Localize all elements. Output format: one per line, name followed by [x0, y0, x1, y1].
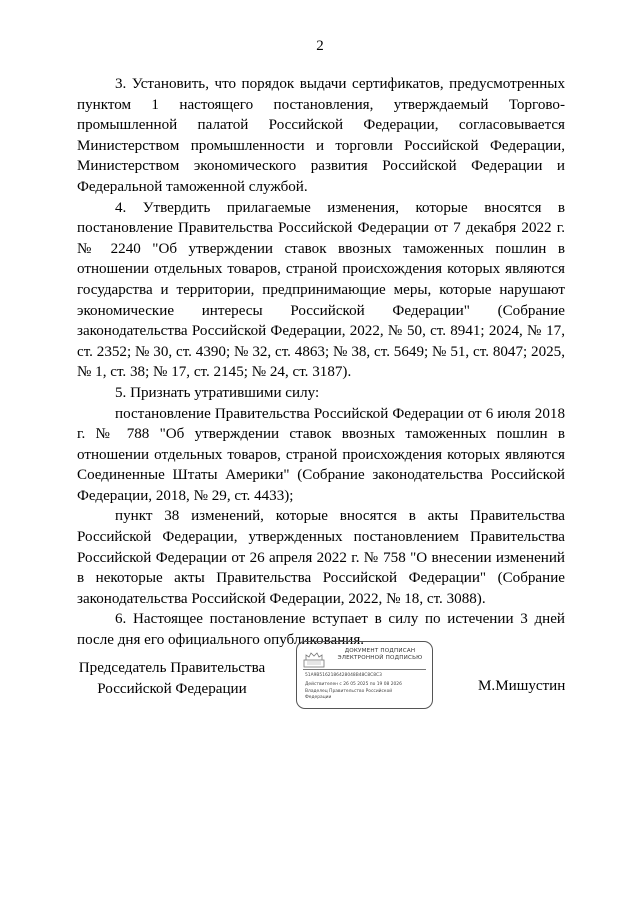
electronic-signature-stamp — [296, 641, 433, 709]
paragraph-4: 4. Утвердить прилагаемые изменения, которые вносятся в постановление Правительства Российской Федерации от 7 декабря 2022 г. № 2240 "Об утверждении ставок ввозных таможенных пошлин в отношении отдельных товаров, страной происхождения которых являются государства и территории, предпринимающие меры, которые нарушают экономические интересы Российской Федерации" (Собрание законодательства Российской Федерации, 2022, № 50, ст. 8941; 2024, № 17, ст. 2352; № 30, ст. 4390; № 32, ст. 4863; № 38, ст. 5649; № 51, ст. 8047; 2025, № 1, ст. 38; № 17, ст. 2145; № 24, ст. 3187). — [77, 199, 565, 381]
signatory-title-line-2: Российской Федерации — [97, 680, 247, 697]
paragraph-3: 3. Установить, что порядок выдачи сертификатов, предусмотренных пунктом 1 настоящего постановления, утверждаемый Торгово-промышленной палатой Российской Федерации, согласовывается Министерством промышленности и торговли Российской Федерации, Министерством экономического развития Российской Федерации и Федеральной таможенной службой. — [77, 76, 565, 195]
stamp-validity: Действителен с 26 05 2025 по 19 08 2026 — [305, 682, 402, 687]
signatory-name: М.Мишустин — [478, 678, 566, 694]
page-number: 2 — [316, 38, 324, 54]
stamp-serial: 51A9B5162186428048B48C8C8C3 — [305, 673, 382, 678]
signature-block — [0, 640, 640, 720]
stamp-owner-line-1: Владелец Правительство Российской — [305, 689, 393, 694]
signatory-title — [77, 658, 267, 699]
coat-of-arms-icon — [303, 650, 325, 668]
stamp-divider — [303, 669, 426, 670]
document-body — [77, 74, 565, 651]
stamp-title-line-2: ЭЛЕКТРОННОЙ ПОДПИСЬЮ — [337, 655, 423, 661]
paragraph-5-item-2: пункт 38 изменений, которые вносятся в акты Правительства Российской Федерации, утвержденных постановлением Правительства Российской Федерации от 26 апреля 2022 г. № 758 "О внесении изменений в некоторые акты Правительства Российской Федерации" (Собрание законодательства Российской Федерации, 2022, № 18, ст. 3088). — [77, 508, 565, 607]
stamp-owner-line-2: Федерации — [305, 695, 332, 700]
stamp-title-line-1: ДОКУМЕНТ ПОДПИСАН — [344, 648, 416, 654]
signatory-title-line-1: Председатель Правительства — [78, 660, 266, 676]
stamp-title — [331, 648, 429, 662]
paragraph-6: 6. Настоящее постановление вступает в силу по истечении 3 дней после дня его официального опубликования. — [77, 611, 565, 649]
paragraph-5-item-1: постановление Правительства Российской Федерации от 6 июля 2018 г. № 788 "Об утверждении ставок ввозных таможенных пошлин в отношении отдельных товаров, страной происхождения которых являются Соединенные Штаты Америки" (Собрание законодательства Российской Федерации, 2018, № 29, ст. 4433); — [77, 405, 565, 504]
paragraph-5: 5. Признать утратившими силу: — [115, 384, 320, 401]
